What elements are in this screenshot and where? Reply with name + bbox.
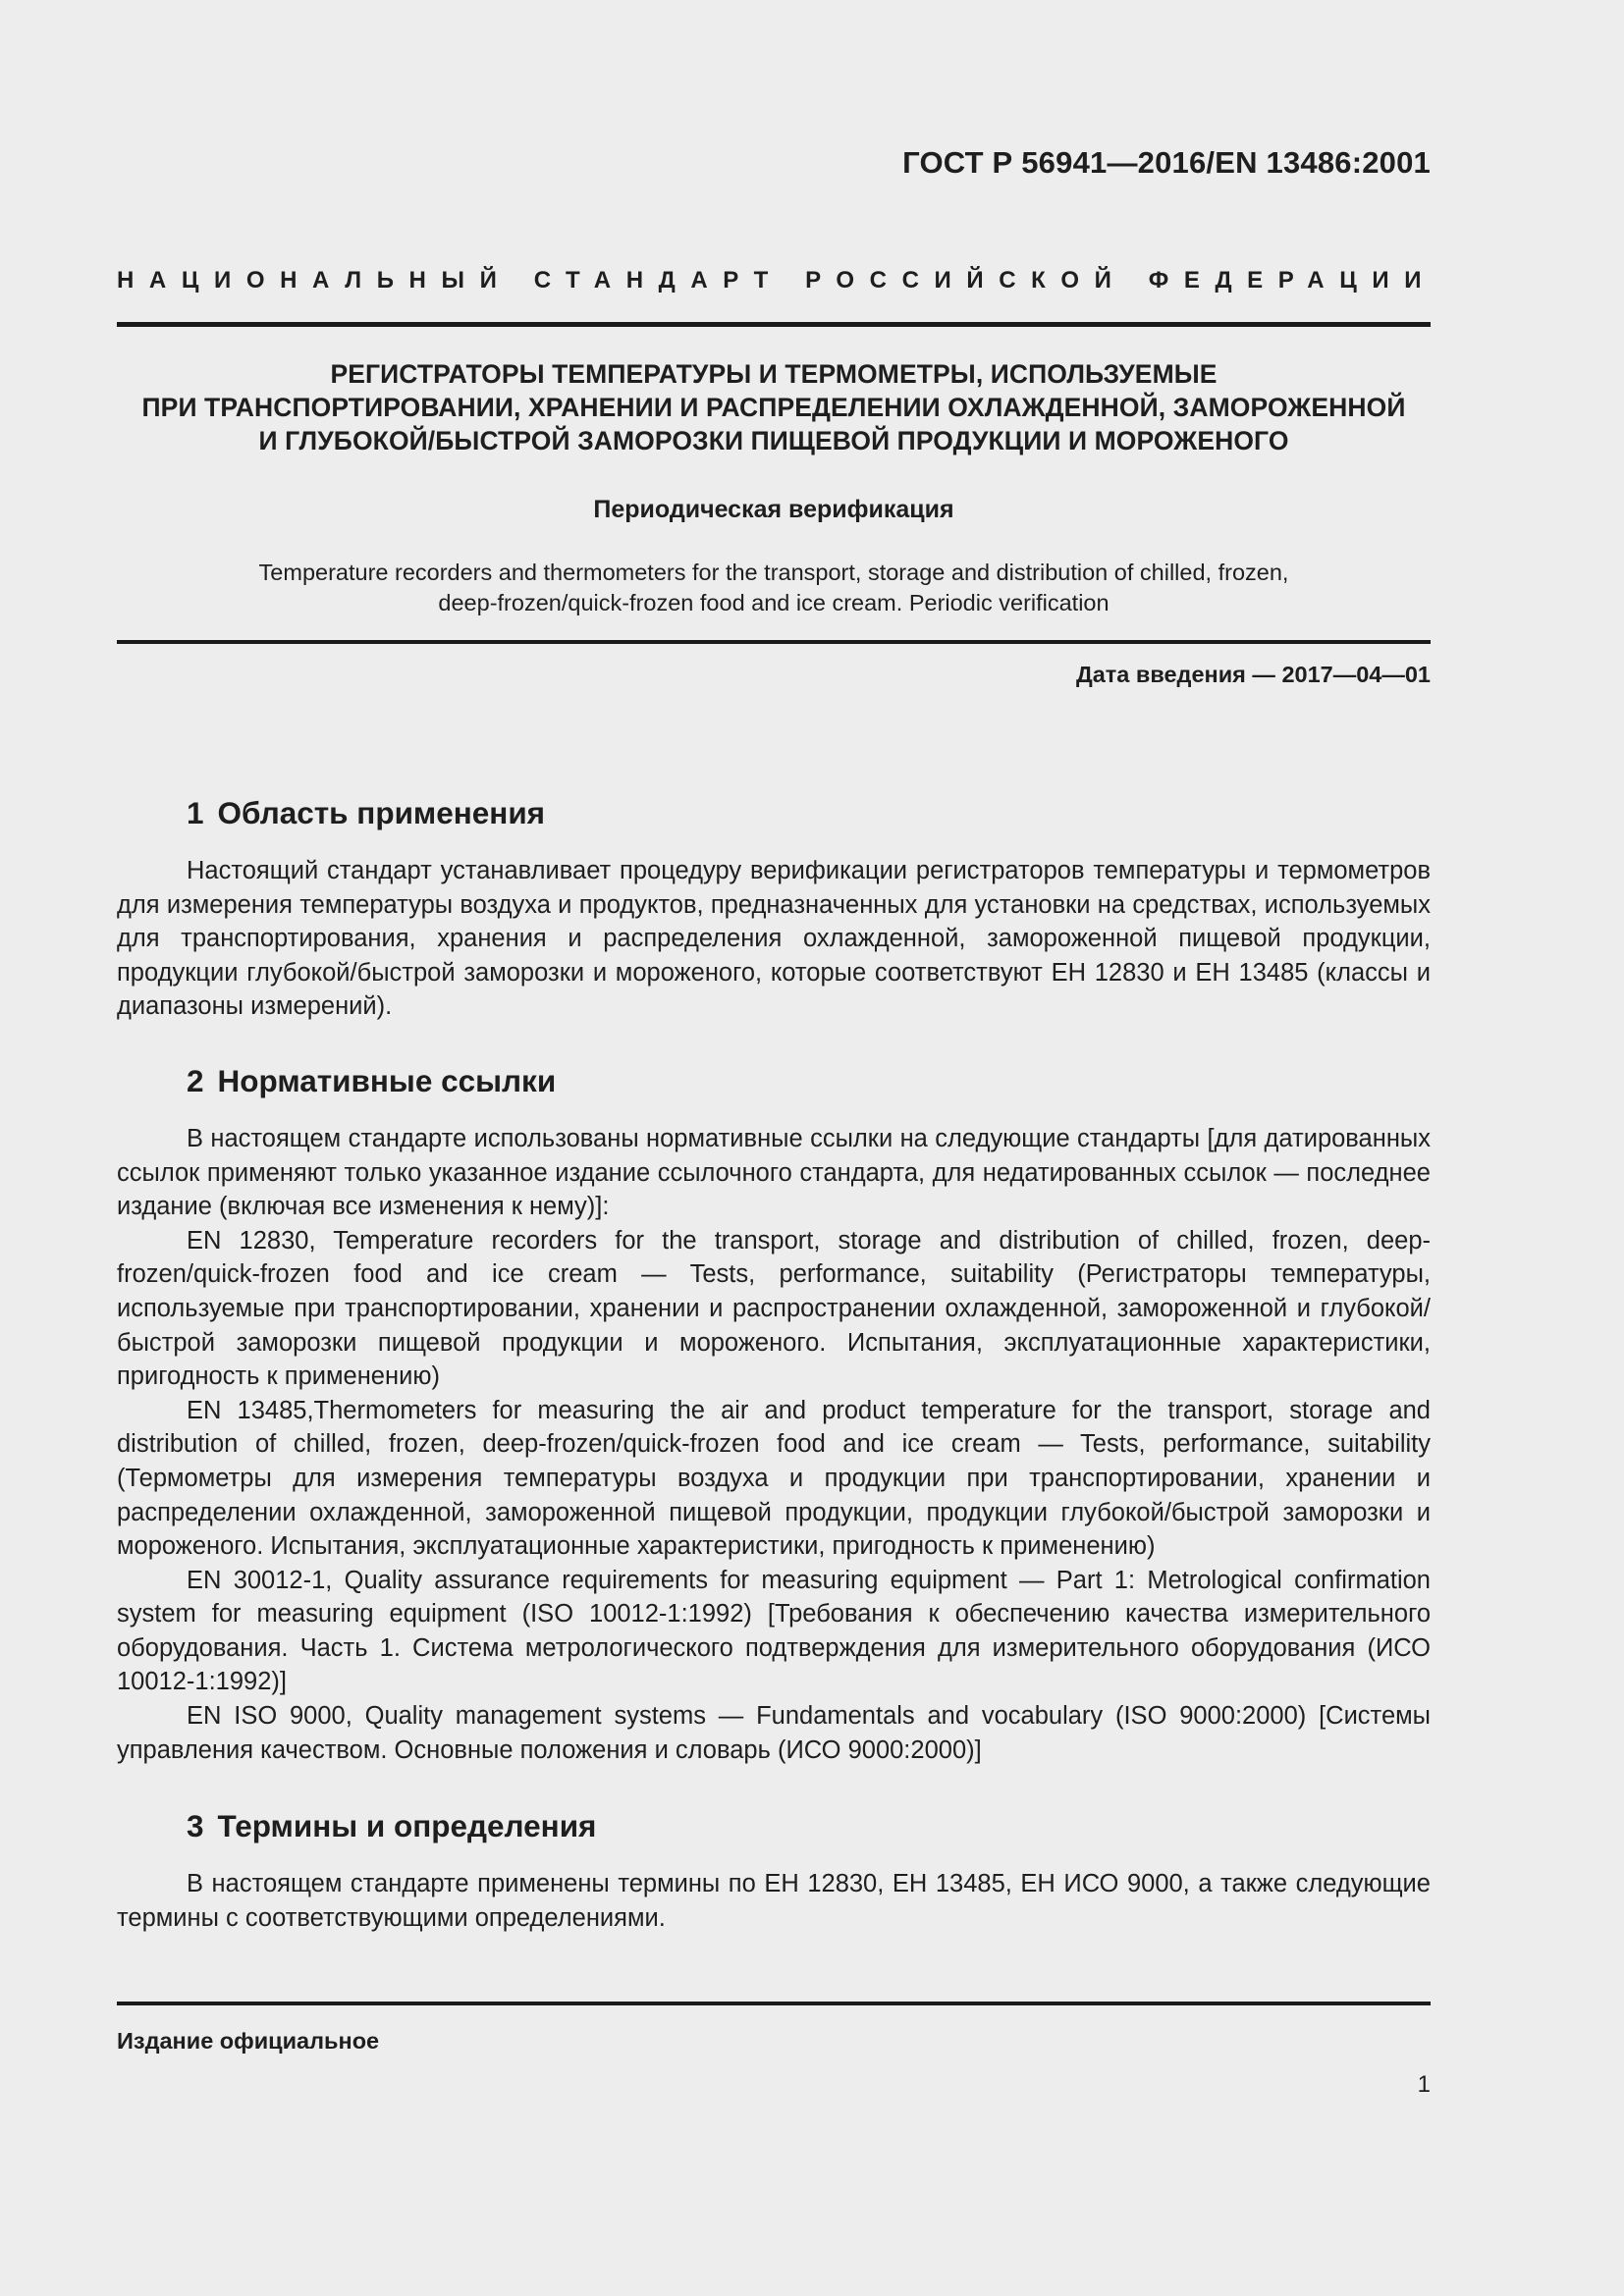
english-title (176, 558, 1372, 618)
document-subtitle: Периодическая верификация (593, 496, 954, 523)
section-number: 2 (187, 1062, 204, 1098)
standard-code: ГОСТ Р 56941—2016/EN 13486:2001 (902, 145, 1431, 180)
english-title-line: deep-frozen/quick-frozen food and ice cream. Periodic verification (438, 590, 1110, 615)
section-terms-definitions (117, 1806, 1431, 1935)
section-number: 3 (187, 1808, 204, 1844)
paragraph: В настоящем стандарте применены термины по ЕН 12830, ЕН 13485, ЕН ИСО 9000, а также следующие термины с соответствующими определениями. (117, 1870, 1431, 1932)
section-heading (187, 793, 1431, 832)
section-title: Нормативные ссылки (217, 1062, 557, 1098)
section-title: Термины и определения (217, 1808, 597, 1844)
document-page (117, 0, 1437, 2296)
national-standard-heading: НАЦИОНАЛЬНЫЙ СТАНДАРТ РОССИЙСКОЙ ФЕДЕРАЦИИ (117, 267, 1437, 294)
reference-entry: EN 12830, Temperature recorders for the transport, storage and distribution of chilled, frozen, deep-frozen/quick-frozen food and ice cream — Tests, performance, suitability (Регистраторы температуры, используемые при транспортировании, хранении и распространении охлажденной, замороженной и глубокой/быстрой заморозки пищевой продукции и мороженого. Испытания, эксплуатационные характеристики, пригодность к применению) (117, 1226, 1431, 1391)
section-title: Область применения (217, 795, 546, 830)
reference-entry: EN ISO 9000, Quality management systems — Fundamentals and vocabulary (ISO 9000:2000) [Системы управления качеством. Основные положения и словарь (ИСО 9000:2000)] (117, 1702, 1431, 1764)
document-title (117, 357, 1431, 457)
title-line: И ГЛУБОКОЙ/БЫСТРОЙ ЗАМОРОЗКИ ПИЩЕВОЙ ПРОДУКЦИИ И МОРОЖЕНОГО (258, 426, 1289, 455)
section-normative-references (117, 1061, 1431, 1767)
page-number: 1 (1417, 2071, 1431, 2098)
section-heading (187, 1061, 1431, 1100)
reference-entry: EN 30012-1, Quality assurance requirements for measuring equipment — Part 1: Metrological confirmation system for measuring equipment (ISO 10012-1:1992) [Требования к обеспечению качества измерительного оборудования. Часть 1. Система метрологического подтверждения для измерительного оборудования (ИСО 10012-1:1992)] (117, 1566, 1431, 1696)
reference-entry: EN 13485,Thermometers for measuring the air and product temperature for the transport, storage and distribution of chilled, frozen, deep-frozen/quick-frozen food and ice cream — Tests, performance, suitability (Термометры для измерения температуры воздуха и продукции при транспортировании, хранении и распределении охлажденной, замороженной пищевой продукции, продукции глубокой/быстрой заморозки и мороженого. Испытания, эксплуатационные характеристики, пригодность к применению) (117, 1396, 1431, 1561)
top-divider (117, 322, 1431, 327)
title-line: ПРИ ТРАНСПОРТИРОВАНИИ, ХРАНЕНИИ И РАСПРЕДЕЛЕНИИ ОХЛАЖДЕННОЙ, ЗАМОРОЖЕННОЙ (141, 393, 1406, 422)
paragraph: В настоящем стандарте использованы нормативные ссылки на следующие стандарты [для датированных ссылок применяют только указанное издание ссылочного стандарта, для недатированных ссылок — последнее издание (включая все изменения к нему)]: (117, 1124, 1431, 1221)
section-scope (117, 793, 1431, 1024)
introduction-date: Дата введения — 2017—04—01 (1075, 662, 1431, 687)
section-heading (187, 1806, 1431, 1845)
document-body (117, 793, 1431, 1968)
official-edition-label: Издание официальное (117, 2028, 380, 2054)
title-divider (117, 640, 1431, 644)
title-line: РЕГИСТРАТОРЫ ТЕМПЕРАТУРЫ И ТЕРМОМЕТРЫ, ИСПОЛЬЗУЕМЫЕ (330, 359, 1218, 389)
paragraph: Настоящий стандарт устанавливает процедуру верификации регистраторов температуры и термометров для измерения температуры воздуха и продуктов, предназначенных для установки на средствах, используемых для транспортирования, хранения и распределения охлажденной, замороженной пищевой продукции, продукции глубокой/быстрой заморозки и мороженого, которые соответствуют ЕН 12830 и ЕН 13485 (классы и диапазоны измерений). (117, 857, 1431, 1021)
section-number: 1 (187, 795, 204, 830)
footer-divider (117, 2002, 1431, 2005)
english-title-line: Temperature recorders and thermometers for the transport, storage and distribution of chilled, frozen, (258, 560, 1289, 585)
